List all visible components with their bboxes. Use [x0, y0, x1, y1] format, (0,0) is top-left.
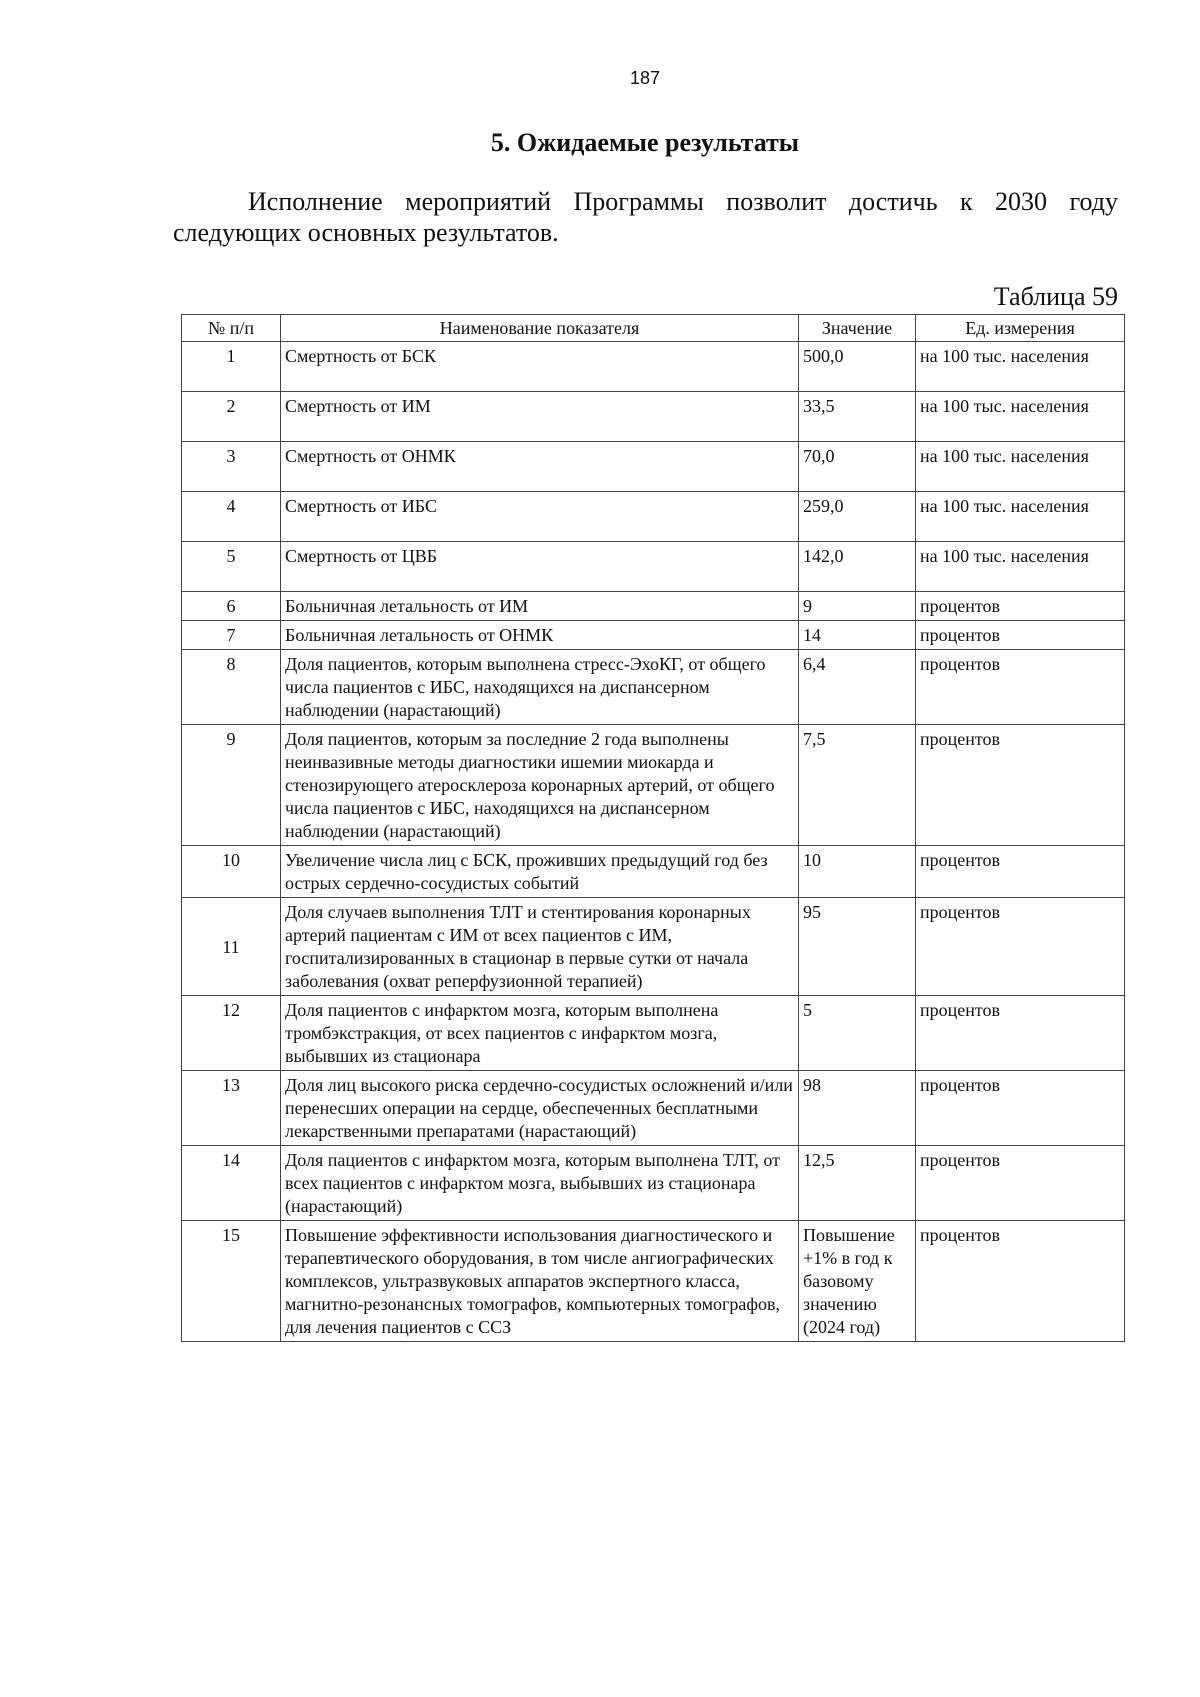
table-row: [182, 592, 1125, 621]
row-unit: на 100 тыс. населения: [916, 442, 1125, 492]
header-value: Значение: [799, 315, 916, 342]
row-indicator: Доля пациентов, которым за последние 2 года выполнены неинвазивные методы диагностики ишемии миокарда и стенозирующего атеросклероза коронарных артерий, от общего числа пациентов с ИБС, находящихся на диспансерном наблюдении (нарастающий): [281, 725, 799, 846]
row-indicator: Доля пациентов с инфарктом мозга, которым выполнена ТЛТ, от всех пациентов с инфарктом мозга, выбывших из стационара (нарастающий): [281, 1146, 799, 1221]
row-value: 70,0: [799, 442, 916, 492]
table-row: [182, 846, 1125, 898]
row-indicator: Смертность от ИМ: [281, 392, 799, 442]
table-row: [182, 1221, 1125, 1342]
results-table: [181, 314, 1125, 1342]
row-value: 259,0: [799, 492, 916, 542]
row-number: 10: [182, 846, 281, 898]
table-row: [182, 392, 1125, 442]
row-number: 6: [182, 592, 281, 621]
table-row: [182, 1146, 1125, 1221]
row-number: 13: [182, 1071, 281, 1146]
row-unit: процентов: [916, 650, 1125, 725]
row-indicator: Доля пациентов с инфарктом мозга, которым выполнена тромбэкстракция, от всех пациентов с инфарктом мозга, выбывших из стационара: [281, 996, 799, 1071]
row-indicator: Смертность от ИБС: [281, 492, 799, 542]
row-indicator: Доля лиц высокого риска сердечно-сосудистых осложнений и/или перенесших операции на сердце, обеспеченных бесплатными лекарственными препаратами (нарастающий): [281, 1071, 799, 1146]
row-indicator: Больничная летальность от ОНМК: [281, 621, 799, 650]
row-unit: процентов: [916, 996, 1125, 1071]
header-number: № п/п: [182, 315, 281, 342]
row-number: 11: [182, 898, 281, 996]
row-number: 1: [182, 342, 281, 392]
row-unit: на 100 тыс. населения: [916, 392, 1125, 442]
header-indicator: Наименование показателя: [281, 315, 799, 342]
row-number: 2: [182, 392, 281, 442]
table-row: [182, 442, 1125, 492]
row-value: 6,4: [799, 650, 916, 725]
row-unit: процентов: [916, 621, 1125, 650]
row-value: 500,0: [799, 342, 916, 392]
row-value: Повышение +1% в год к базовому значению (2024 год): [799, 1221, 916, 1342]
row-unit: процентов: [916, 1221, 1125, 1342]
row-value: 7,5: [799, 725, 916, 846]
row-number: 14: [182, 1146, 281, 1221]
row-indicator: Увеличение числа лиц с БСК, проживших предыдущий год без острых сердечно-сосудистых событий: [281, 846, 799, 898]
intro-paragraph: Исполнение мероприятий Программы позволит достичь к 2030 году следующих основных результатов.: [173, 187, 1118, 247]
row-indicator: Смертность от ЦВБ: [281, 542, 799, 592]
table-row: [182, 542, 1125, 592]
row-value: 14: [799, 621, 916, 650]
row-unit: процентов: [916, 592, 1125, 621]
table-row: [182, 621, 1125, 650]
row-unit: процентов: [916, 898, 1125, 996]
row-unit: процентов: [916, 725, 1125, 846]
row-unit: на 100 тыс. населения: [916, 492, 1125, 542]
row-number: 7: [182, 621, 281, 650]
row-unit: процентов: [916, 846, 1125, 898]
table-caption: Таблица 59: [993, 282, 1118, 311]
row-number: 4: [182, 492, 281, 542]
row-indicator: Доля пациентов, которым выполнена стресс-ЭхоКГ, от общего числа пациентов с ИБС, находящихся на диспансерном наблюдении (нарастающий): [281, 650, 799, 725]
row-unit: на 100 тыс. населения: [916, 542, 1125, 592]
row-indicator: Повышение эффективности использования диагностического и терапевтического оборудования, в том числе ангиографических комплексов, ультразвуковых аппаратов экспертного класса, магнитно-резонансных томографов, компьютерных томографов, для лечения пациентов с ССЗ: [281, 1221, 799, 1342]
row-number: 8: [182, 650, 281, 725]
row-indicator: Доля случаев выполнения ТЛТ и стентирования коронарных артерий пациентам с ИМ от всех пациентов с ИМ, госпитализированных в стационар в первые сутки от начала заболевания (охват реперфузионной терапией): [281, 898, 799, 996]
row-unit: процентов: [916, 1146, 1125, 1221]
header-unit: Ед. измерения: [916, 315, 1125, 342]
row-number: 5: [182, 542, 281, 592]
table-row: [182, 898, 1125, 996]
row-number: 9: [182, 725, 281, 846]
table-header-row: [182, 315, 1125, 342]
table-row: [182, 725, 1125, 846]
row-value: 10: [799, 846, 916, 898]
row-value: 33,5: [799, 392, 916, 442]
row-unit: процентов: [916, 1071, 1125, 1146]
page-number: 187: [629, 68, 661, 88]
row-value: 95: [799, 898, 916, 996]
row-indicator: Больничная летальность от ИМ: [281, 592, 799, 621]
row-value: 98: [799, 1071, 916, 1146]
table-row: [182, 342, 1125, 392]
row-value: 9: [799, 592, 916, 621]
table-row: [182, 650, 1125, 725]
row-number: 3: [182, 442, 281, 492]
row-indicator: Смертность от БСК: [281, 342, 799, 392]
section-title: 5. Ожидаемые результаты: [490, 128, 800, 157]
row-indicator: Смертность от ОНМК: [281, 442, 799, 492]
row-number: 12: [182, 996, 281, 1071]
row-number: 15: [182, 1221, 281, 1342]
row-value: 12,5: [799, 1146, 916, 1221]
table-row: [182, 1071, 1125, 1146]
table-row: [182, 492, 1125, 542]
row-value: 142,0: [799, 542, 916, 592]
row-unit: на 100 тыс. населения: [916, 342, 1125, 392]
row-value: 5: [799, 996, 916, 1071]
table-row: [182, 996, 1125, 1071]
